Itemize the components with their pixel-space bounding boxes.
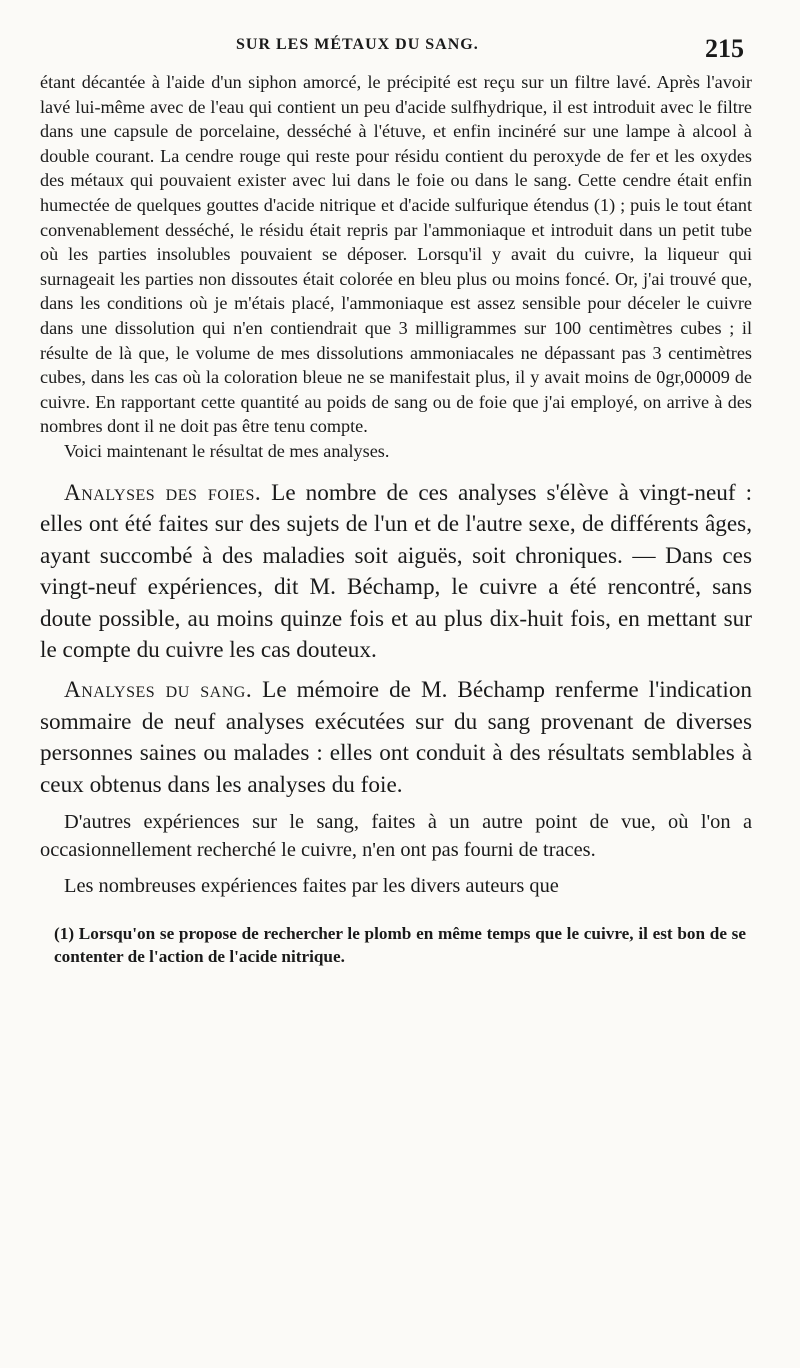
- paragraph-numerous-experiments: Les nombreuses expériences faites par les divers auteurs que: [64, 874, 559, 897]
- page-header: [40, 30, 752, 70]
- method-text-block: [40, 70, 752, 464]
- liver-analyses-text: Le nombre de ces analyses s'élève à vingt-neuf : elles ont été faites sur des sujets de l'un et de l'autre sexe, de différents âges, ayant succombé à des maladies soit aiguës, soit chroniques. — Dans ces vingt-neuf expériences, dit M. Béchamp, le cuivre a été rencontré, sans doute possible, au moins quinze fois et au plus dix-huit fois, en mettant sur le compte du cuivre les cas douteux.: [40, 479, 753, 664]
- running-head: SUR LES MÉTAUX DU SANG.: [236, 36, 479, 53]
- page-number: 215: [705, 34, 744, 63]
- blood-analyses-heading: Analyses du sang.: [64, 677, 253, 704]
- closing-text-block: [40, 809, 752, 900]
- paragraph-method: étant décantée à l'aide d'un siphon amorcé, le précipité est reçu sur un filtre lavé. Après l'avoir lavé lui-même avec de l'eau qui contient un peu d'acide sulfhydrique, il est introduit avec le filtre dans une capsule de porcelaine, desséché à l'étuve, et enfin incinéré sur une lampe à alcool à double courant. La cendre rouge qui reste pour résidu contient du peroxyde de fer et les oxydes des métaux qui pouvaient exister avec lui dans le foie ou dans le sang. Cette cendre était enfin humectée de quelques gouttes d'acide nitrique et d'acide sulfurique étendus (1) ; puis le tout étant convenablement desséché, le résidu était repris par l'ammoniaque et introduit dans un petit tube où les parties insolubles pouvaient se déposer. Lorsqu'il y avait du cuivre, la liqueur qui surnageait les parties non dissoutes était colorée en bleu plus ou moins foncé. Or, j'ai trouvé que, dans les conditions où je m'étais placé, l'ammoniaque est assez sensible pour déceler le cuivre dans une dissolution qui n'en contiendrait que 3 milligrammes sur 100 centimètres cubes ; il résulte de là que, le volume de mes dissolutions ammoniacales ne dépassant pas 3 centimètres cubes, dans les cas où la coloration bleue ne se manifestait plus, il y avait moins de 0gr,00009 de cuivre. En rapportant cette quantité au poids de sang ou de foie que j'ai employé, on arrive à des nombres dont il ne doit pas être tenu compte.: [40, 72, 752, 437]
- paragraph-other-experiments: D'autres expériences sur le sang, faites à un autre point de vue, où l'on a occasionnellement recherché le cuivre, n'en ont pas fourni de traces.: [40, 811, 752, 862]
- paragraph-results-intro: Voici maintenant le résultat de mes analyses.: [64, 440, 390, 461]
- results-text-block: [40, 478, 752, 802]
- blood-analyses-text: Le mémoire de M. Béchamp renferme l'indication sommaire de neuf analyses exécutées sur du sang provenant de diverses personnes saines ou malades : elles ont conduit à des résultats semblables à ceux obtenus dans les analyses du foie.: [40, 677, 753, 798]
- paragraph-blood-analyses: [40, 675, 752, 801]
- liver-analyses-heading: Analyses des foies.: [64, 479, 262, 506]
- footnote: (1) Lorsqu'on se propose de rechercher le plomb en même temps que le cuivre, il est bon de se contenter de l'action de l'acide nitrique.: [54, 924, 746, 967]
- paragraph-liver-analyses: [40, 478, 752, 668]
